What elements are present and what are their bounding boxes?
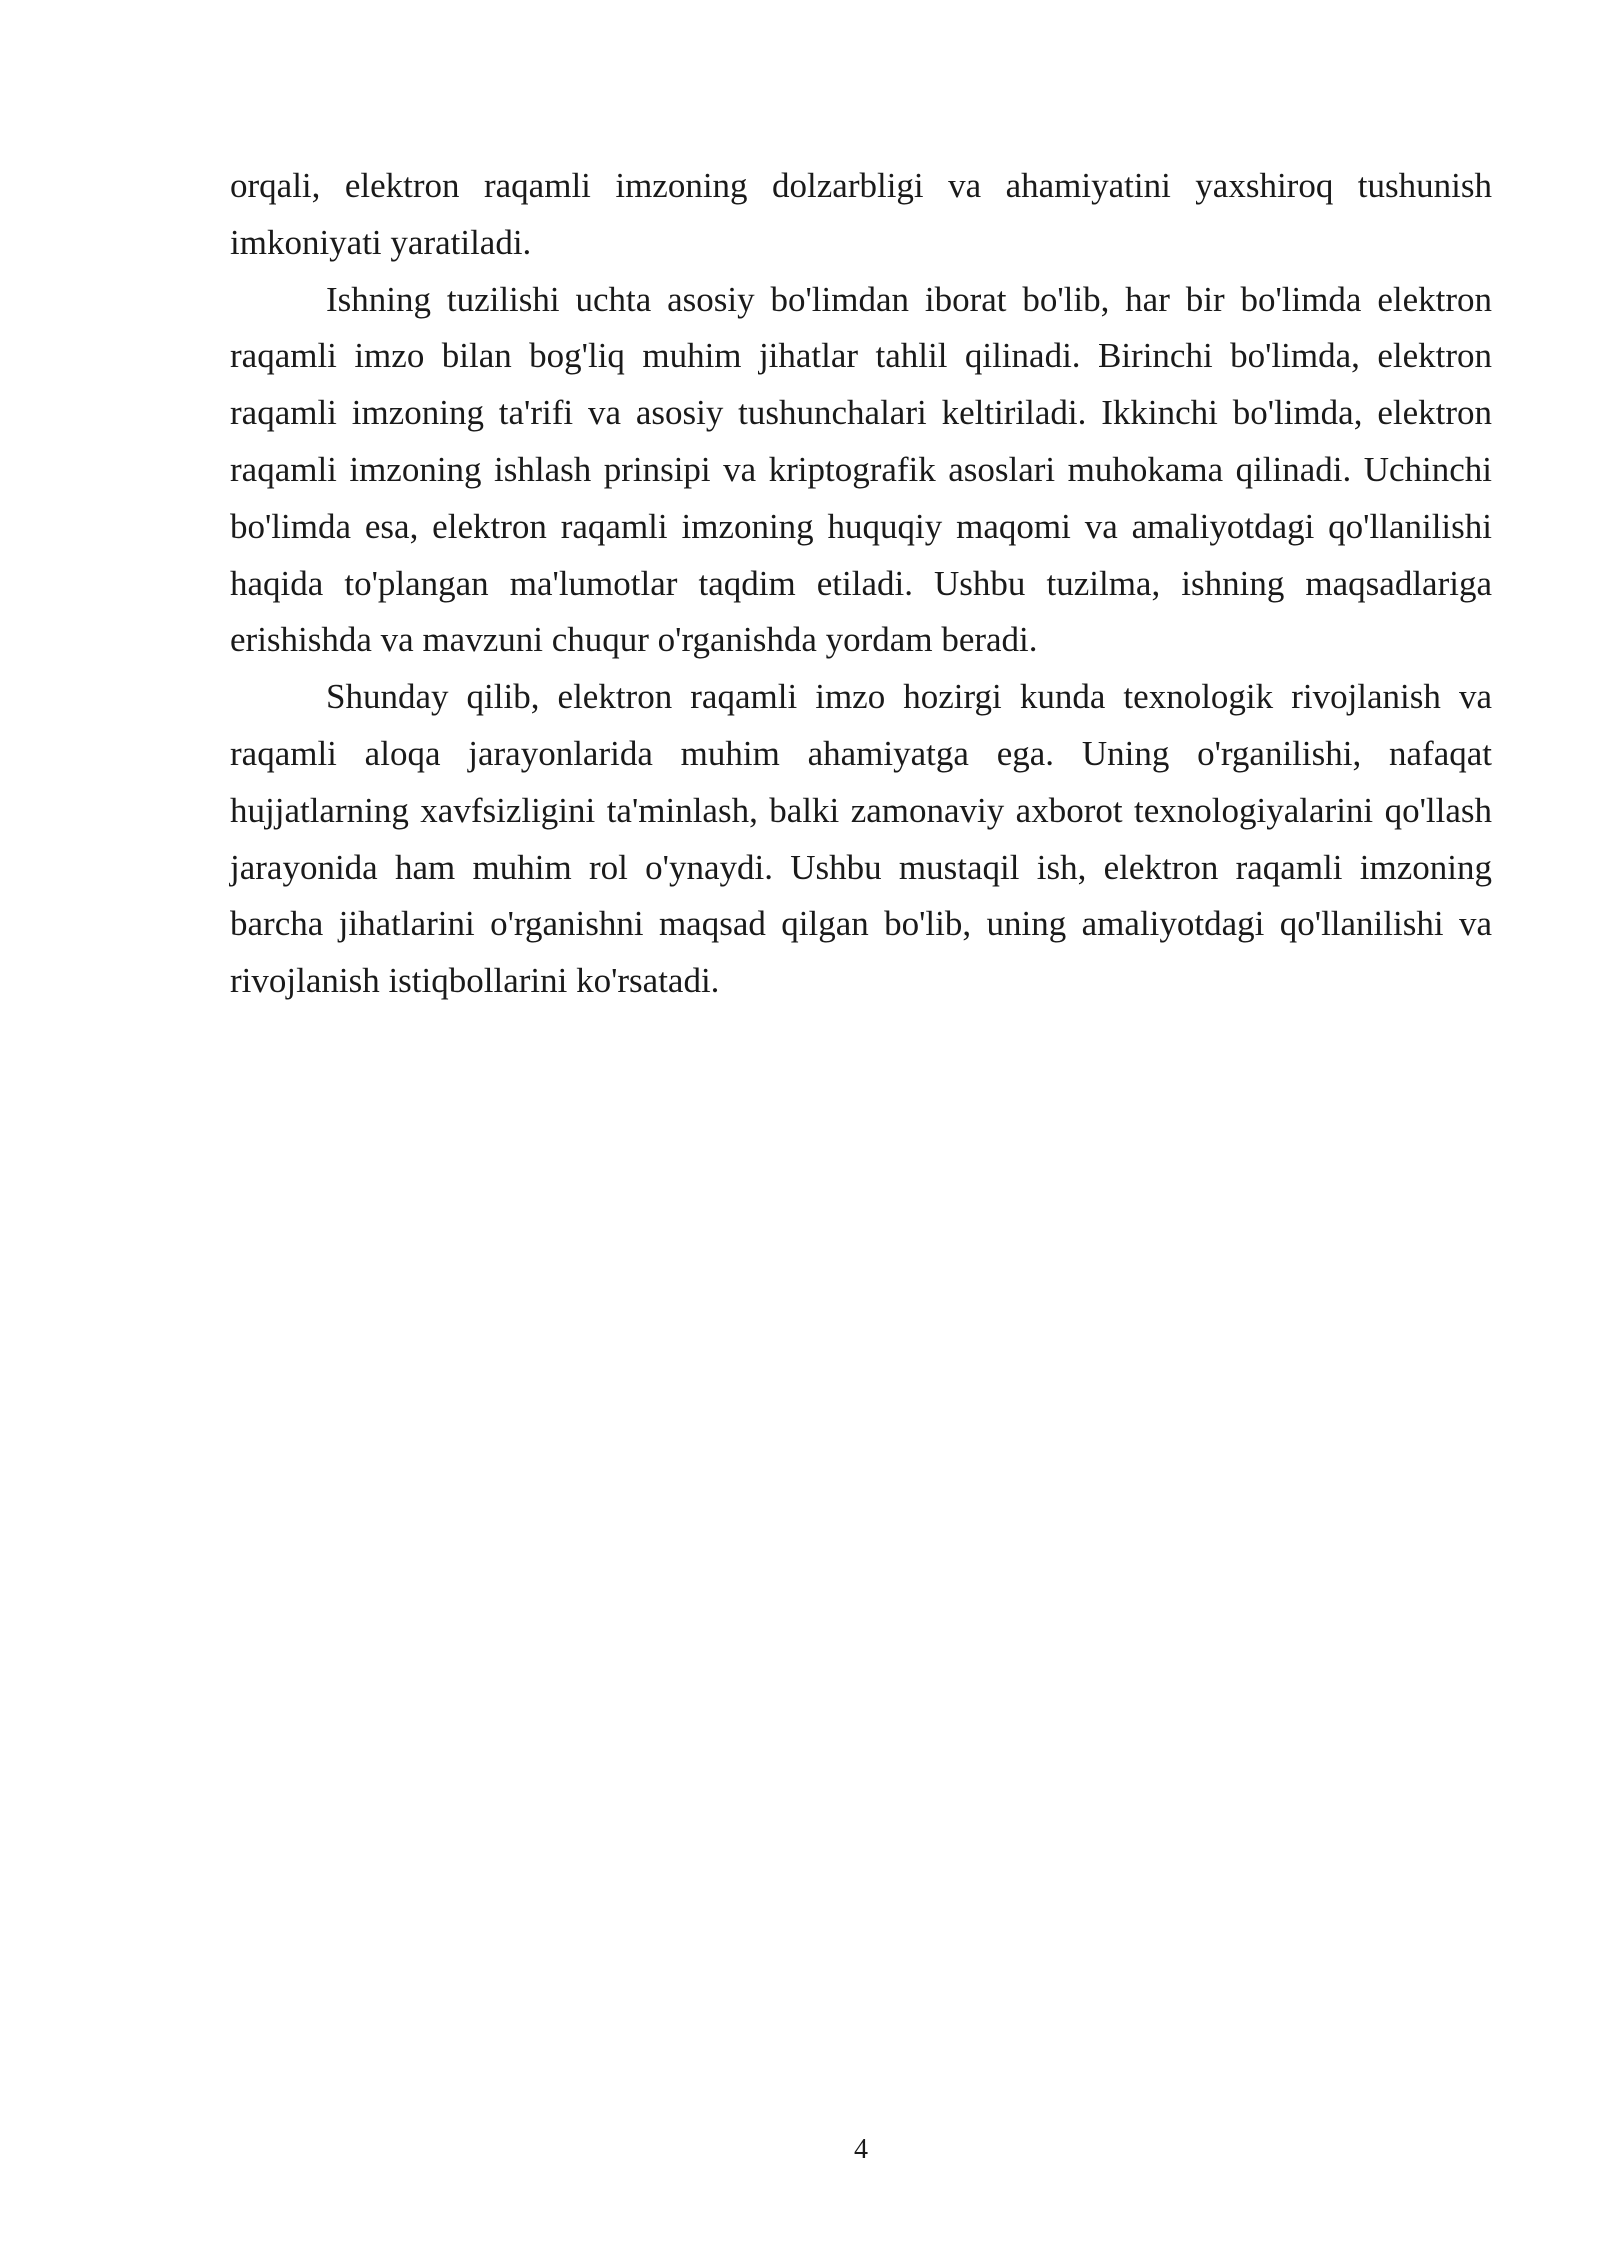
paragraph-structure: Ishning tuzilishi uchta asosiy bo'limdan iborat bo'lib, har bir bo'limda elektron raqamli imzo bilan bog'liq muhim jihatlar tahlil qilinadi. Birinchi bo'limda, elektron raqamli imzoning ta'rifi va asosiy tushunchalari keltiriladi. Ikkinchi bo'limda, elektron raqamli imzoning ishlash prinsipi va kriptografik asoslari muhokama qilinadi. Uchinchi bo'limda esa, elektron raqamli imzoning huquqiy maqomi va amaliyotdagi qo'llanilishi haqida to'plangan ma'lumotlar taqdim etiladi. Ushbu tuzilma, ishning maqsadlariga erishishda va mavzuni chuqur o'rganishda yordam beradi. [230,279,1492,660]
document-body [230,158,1492,1010]
page-number: 4 [854,2134,868,2165]
paragraph-conclusion: Shunday qilib, elektron raqamli imzo hozirgi kunda texnologik rivojlanish va raqamli aloqa jarayonlarida muhim ahamiyatga ega. Uning o'rganilishi, nafaqat hujjatlarning xavfsizligini ta'minlash, balki zamonaviy axborot texnologiyalarini qo'llash jarayonida ham muhim rol o'ynaydi. Ushbu mustaqil ish, elektron raqamli imzoning barcha jihatlarini o'rganishni maqsad qilgan bo'lib, uning amaliyotdagi qo'llanilishi va rivojlanish istiqbollarini ko'rsatadi. [230,677,1492,1001]
paragraph-continuation: orqali, elektron raqamli imzoning dolzarbligi va ahamiyatini yaxshiroq tushunish imkoniyati yaratiladi. [230,166,1492,262]
